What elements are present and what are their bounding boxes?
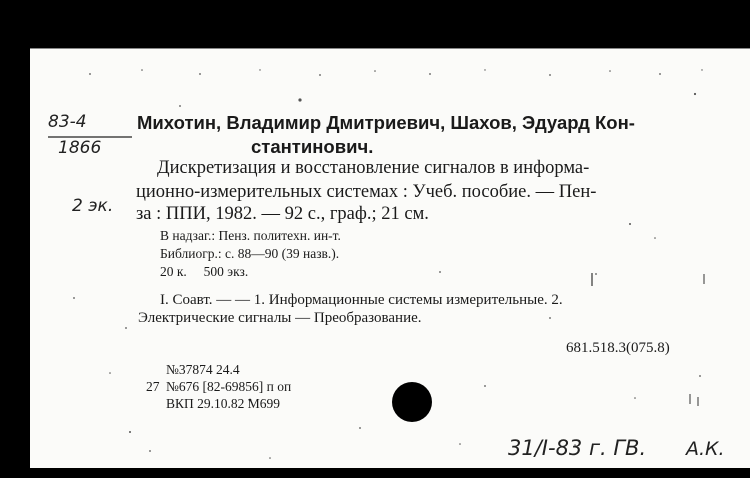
punch-hole bbox=[392, 382, 432, 422]
author-line-1: Михотин, Владимир Дмитриевич, Шахов, Эдуард Кон- bbox=[137, 112, 635, 133]
author-line-2: стантинович. bbox=[251, 136, 374, 157]
footer-line-3: ВКП 29.10.82 М699 bbox=[166, 396, 281, 411]
title-line-2: ционно-измерительных системах : Учеб. пособие. — Пен- bbox=[136, 182, 597, 202]
handwritten-shelfmark-top: 83-4 bbox=[48, 112, 87, 132]
handwritten-copies: 2 эк. bbox=[72, 196, 114, 216]
footer-line-1: №37874 24.4 bbox=[166, 362, 240, 377]
handwritten-date-note: 31/I-83 г. ГВ. bbox=[508, 436, 647, 460]
tracings-line-1: I. Соавт. — — 1. Информационные системы измерительные. 2. bbox=[160, 292, 563, 308]
catalog-card bbox=[30, 48, 750, 468]
footer-line-2-prefix: 27 bbox=[146, 379, 160, 394]
tracings-line-2: Электрические сигналы — Преобразование. bbox=[138, 310, 422, 326]
note-bibliography: Библиогр.: с. 88—90 (39 назв.). bbox=[160, 246, 340, 261]
title-line-1: Дискретизация и восстановление сигналов в информа- bbox=[157, 158, 590, 178]
handwritten-shelfmark-bottom: 1866 bbox=[58, 138, 102, 158]
card-speckles bbox=[30, 48, 750, 468]
note-issuing-body: В надзаг.: Пенз. политехн. ин-т. bbox=[160, 228, 341, 243]
handwritten-initials: А.К. bbox=[686, 438, 725, 460]
footer-line-2: №676 [82-69856] п оп bbox=[166, 379, 292, 394]
classification-number: 681.518.3(075.8) bbox=[566, 340, 670, 356]
price-print-run: 20 к. 500 экз. bbox=[160, 264, 249, 279]
title-line-3: за : ППИ, 1982. — 92 с., граф.; 21 см. bbox=[136, 204, 429, 224]
